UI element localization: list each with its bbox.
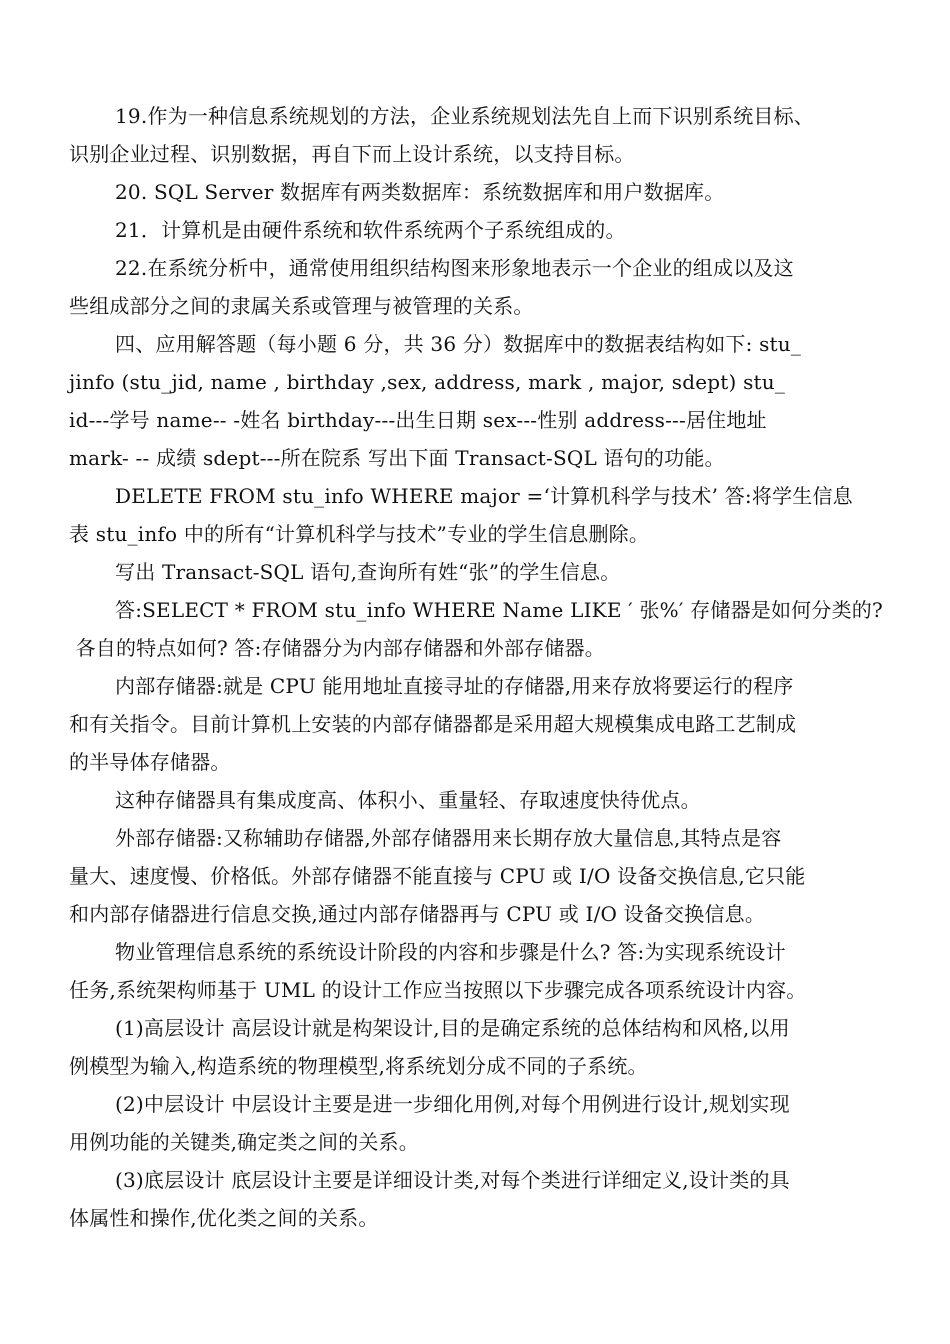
query-question-line: 写出 Transact-SQL 语句,查询所有姓“张”的学生信息。 xyxy=(115,560,621,584)
select-answer-line: 答:SELECT * FROM stu_info WHERE Name LIKE ′ 张%′ 存储器是如何分类的? xyxy=(115,598,883,622)
external-storage-line-3: 和内部存储器进行信息交换,通过内部存储器再与 CPU 或 I/O 设备交换信息。 xyxy=(69,902,766,926)
text-line-20: 20. SQL Server 数据库有两类数据库：系统数据库和用户数据库。 xyxy=(115,180,725,204)
internal-storage-line-1: 内部存储器:就是 CPU 能用地址直接寻址的存储器,用来存放将要运行的程序 xyxy=(115,674,794,698)
mid-level-design-line-2: 用例功能的关键类,确定类之间的关系。 xyxy=(69,1130,419,1154)
text-line-19b: 识别企业过程、识别数据，再自下而上设计系统，以支持目标。 xyxy=(69,142,635,166)
low-level-design-line-2: 体属性和操作,优化类之间的关系。 xyxy=(69,1206,379,1230)
section-heading-4: 四、应用解答题（每小题 6 分，共 36 分）数据库中的数据表结构如下: stu_ xyxy=(115,332,802,356)
storage-answer-line: 各自的特点如何? 答:存储器分为内部存储器和外部存储器。 xyxy=(69,636,605,660)
table-structure-line-2: id---学号 name-- -姓名 birthday---出生日期 sex---性别 address---居住地址 xyxy=(69,408,767,432)
external-storage-line-2: 量大、速度慢、价格低。外部存储器不能直接与 CPU 或 I/O 设备交换信息,它只能 xyxy=(69,864,806,888)
mid-level-design-line-1: (2)中层设计 中层设计主要是进一步细化用例,对每个用例进行设计,规划实现 xyxy=(115,1092,790,1116)
table-structure-line-1: jinfo (stu_jid, name , birthday ,sex, address, mark , major, sdept) stu_ xyxy=(69,370,786,394)
delete-answer-line: 表 stu_info 中的所有“计算机科学与技术”专业的学生信息删除。 xyxy=(69,522,650,546)
table-structure-line-3: mark- -- 成绩 sdept---所在院系 写出下面 Transact-SQL 语句的功能。 xyxy=(69,446,725,470)
delete-sql-line: DELETE FROM stu_info WHERE major =‘计算机科学与技术’ 答:将学生信息 xyxy=(115,484,853,508)
internal-storage-line-2: 和有关指令。目前计算机上安装的内部存储器都是采用超大规模集成电路工艺制成 xyxy=(69,712,797,736)
low-level-design-line-1: (3)底层设计 底层设计主要是详细设计类,对每个类进行详细定义,设计类的具 xyxy=(115,1168,790,1192)
external-storage-line-1: 外部存储器:又称辅助存储器,外部存储器用来长期存放大量信息,其特点是容 xyxy=(115,826,782,850)
high-level-design-line-1: (1)高层设计 高层设计就是构架设计,目的是确定系统的总体结构和风格,以用 xyxy=(115,1016,790,1040)
system-design-line-2: 任务,系统架构师基于 UML 的设计工作应当按照以下步骤完成各项系统设计内容。 xyxy=(69,978,807,1002)
text-line-21: 21．计算机是由硬件系统和软件系统两个子系统组成的。 xyxy=(115,218,626,242)
text-line-22b: 些组成部分之间的隶属关系或管理与被管理的关系。 xyxy=(69,294,534,318)
high-level-design-line-2: 例模型为输入,构造系统的物理模型,将系统划分成不同的子系统。 xyxy=(69,1054,648,1078)
internal-storage-line-3: 的半导体存储器。 xyxy=(69,750,231,774)
text-line-22a: 22.在系统分析中，通常使用组织结构图来形象地表示一个企业的组成以及这 xyxy=(115,256,794,280)
storage-features-line: 这种存储器具有集成度高、体积小、重量轻、存取速度快待优点。 xyxy=(115,788,701,812)
system-design-line-1: 物业管理信息系统的系统设计阶段的内容和步骤是什么? 答:为实现系统设计 xyxy=(115,940,786,964)
text-line-19a: 19.作为一种信息系统规划的方法，企业系统规划法先自上而下识别系统目标、 xyxy=(115,104,815,128)
